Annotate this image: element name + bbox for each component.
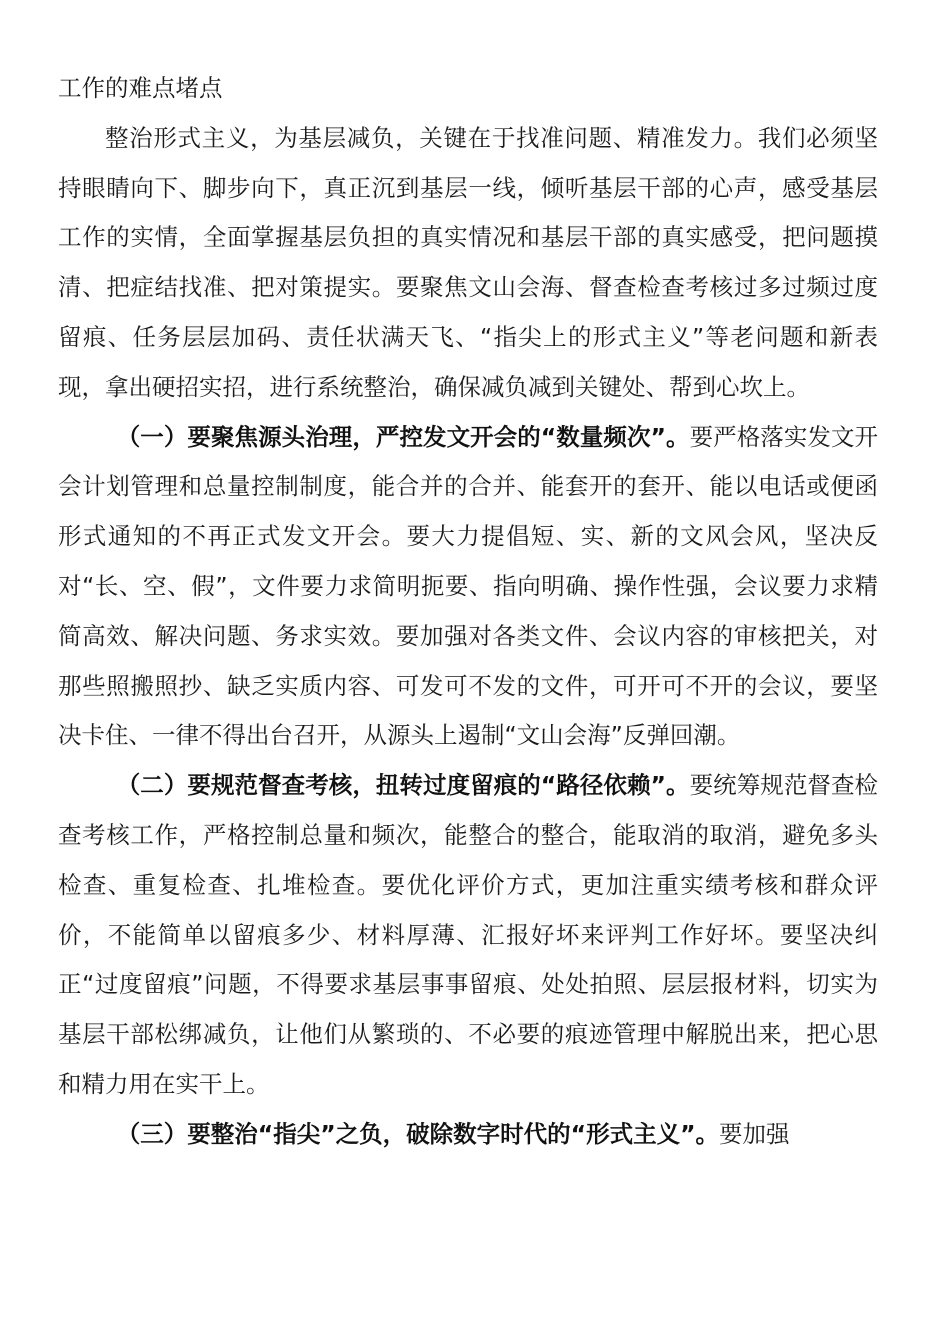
section-heading-2: （二）要规范督查考核，扭转过度留痕的“路径依赖”。 — [116, 771, 690, 800]
continuation-line: 工作的难点堵点 — [58, 74, 223, 102]
section-paragraph-3 — [58, 1110, 878, 1160]
section-heading-1: （一）要聚焦源头治理，严控发文开会的“数量频次”。 — [116, 422, 690, 451]
section-body-2: 要统筹规范督查检查考核工作，严格控制总量和频次，能整合的整合，能取消的取消，避免多头检查、重复检查、扎堆检查。要优化评价方式，更加注重实绩考核和群众评价，不能简单以留痕多少、材料厚薄、汇报好坏来评判工作好坏。要坚决纠正“过度留痕”问题，不得要求基层事事留痕、处处拍照、层层报材料，切实为基层干部松绑减负，让他们从繁琐的、不必要的痕迹管理中解脱出来，把心思和精力用在实干上。 — [58, 771, 879, 1098]
section-body-3: 要加强 — [719, 1119, 790, 1148]
section-paragraph-2 — [58, 761, 878, 1110]
section-heading-3: （三）要整治“指尖”之负，破除数字时代的“形式主义”。 — [116, 1119, 720, 1148]
document-body — [58, 64, 878, 1160]
section-body-1: 要严格落实发文开会计划管理和总量控制制度，能合并的合并、能套开的套开、能以电话或便函形式通知的不再正式发文开会。要大力提倡短、实、新的文风会风，坚决反对“长、空、假”，文件要力求简明扼要、指向明确、操作性强，会议要力求精简高效、解决问题、务求实效。要加强对各类文件、会议内容的审核把关，对那些照搬照抄、缺乏实质内容、可发可不发的文件，可开可不开的会议，要坚决卡住、一律不得出台召开，从源头上遏制“文山会海”反弹回潮。 — [58, 422, 879, 750]
section-paragraph-1 — [58, 413, 878, 762]
intro-paragraph: 整治形式主义，为基层减负，关键在于找准问题、精准发力。我们必须坚持眼睛向下、脚步向下，真正沉到基层一线，倾听基层干部的心声，感受基层工作的实情，全面掌握基层负担的真实情况和基层干部的真实感受，把问题摸清、把症结找准、把对策提实。要聚焦文山会海、督查检查考核过多过频过度留痕、任务层层加码、责任状满天飞、“指尖上的形式主义”等老问题和新表现，拿出硬招实招，进行系统整治，确保减负减到关键处、帮到心坎上。 — [58, 123, 878, 401]
